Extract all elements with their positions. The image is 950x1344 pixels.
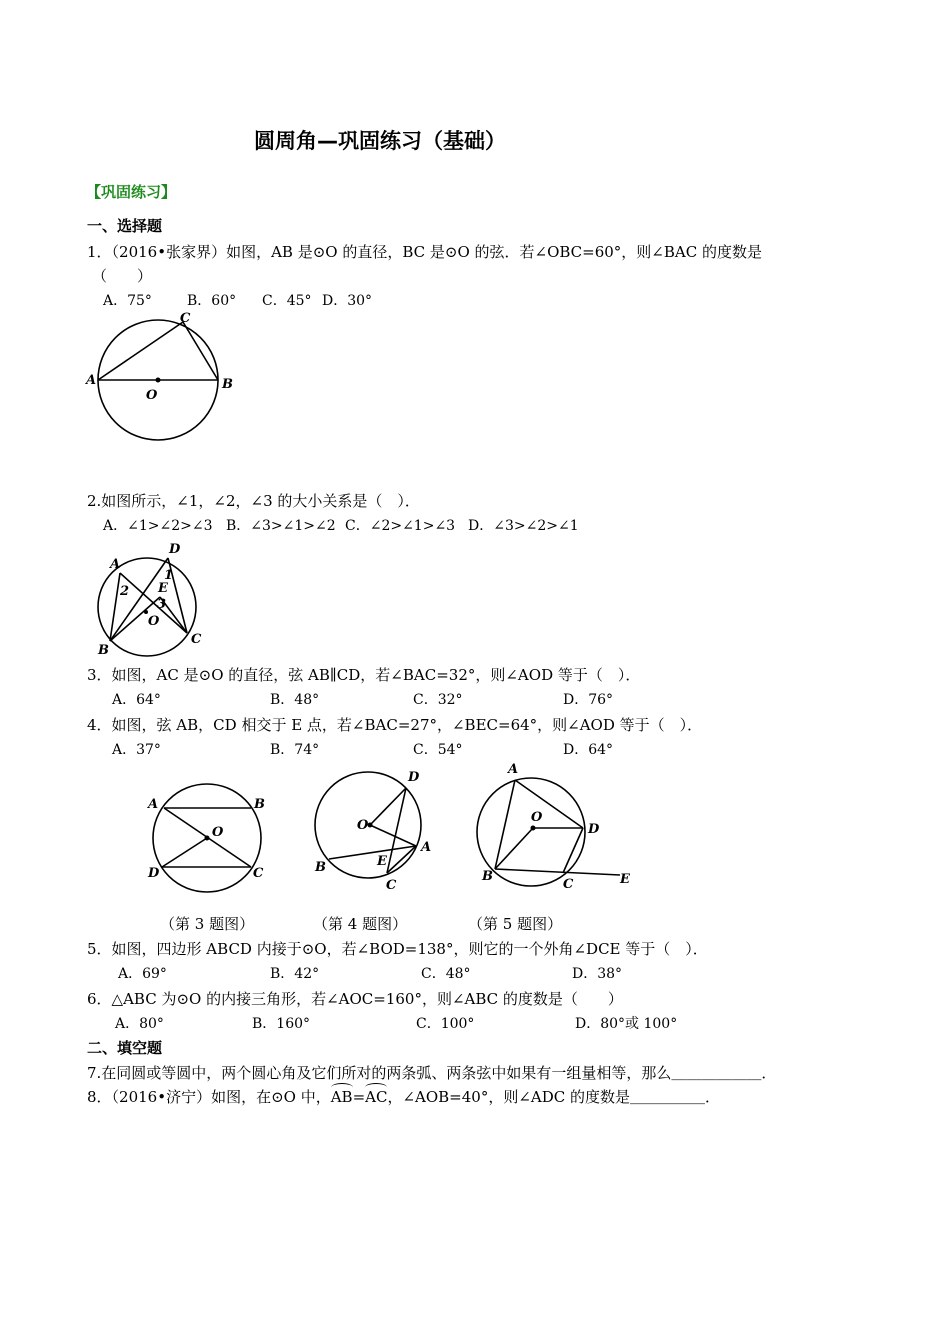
figure-point-label: C xyxy=(253,866,264,881)
figure-point-label: O xyxy=(146,388,158,403)
q2-option-c: C．∠2>∠1>∠3 xyxy=(345,518,456,534)
q1-option-b: B．60° xyxy=(187,293,237,309)
q2-option-b: B．∠3>∠1>∠2 xyxy=(226,518,336,534)
section-tag: 【巩固练习】 xyxy=(86,183,177,201)
figure-point-label: E xyxy=(158,581,168,596)
q6-option-b: B．160° xyxy=(252,1016,311,1032)
q4-option-b: B．74° xyxy=(270,742,320,758)
q3-option-b: B．48° xyxy=(270,692,320,708)
q5-option-c: C．48° xyxy=(421,966,471,982)
figure-5-caption: （第 5 题图） xyxy=(468,915,563,933)
figure-1 xyxy=(84,311,233,440)
figure-point-label: 3 xyxy=(157,597,167,612)
figure-point-label: A xyxy=(110,557,121,572)
q3-option-a: A．64° xyxy=(112,692,161,708)
figure-point-label: C xyxy=(180,311,191,326)
figure-point-label: O xyxy=(357,818,369,833)
q8-prefix: 8．（2016•济宁）如图，在⊙O 中， xyxy=(87,1088,331,1106)
figure-point-label: D xyxy=(588,822,600,837)
question-4-text: 4．如图，弦 AB，CD 相交于 E 点，若∠BAC=27°，∠BEC=64°，则∠AOD 等于（ ）． xyxy=(87,716,703,734)
question-1-paren: （ ） xyxy=(92,267,153,285)
arc-ac: AC xyxy=(365,1088,388,1106)
figure-point-label: O xyxy=(148,614,160,629)
figure-point-label: 2 xyxy=(120,584,130,599)
arc-ab: AB xyxy=(330,1088,353,1106)
figure-point-label: E xyxy=(620,872,630,887)
q1-option-d: D．30° xyxy=(322,293,373,309)
figure-3 xyxy=(146,784,265,892)
figure-point-label: A xyxy=(508,762,519,777)
q5-option-d: D．38° xyxy=(572,966,623,982)
q6-option-c: C．100° xyxy=(416,1016,475,1032)
figure-point-label: B xyxy=(315,860,326,875)
question-7-text: 7.在同圆或等圆中，两个圆心角及它们所对的两条弧、两条弦中如果有一组量相等，那么＿＿＿＿＿＿． xyxy=(87,1064,777,1082)
figure-point-label: E xyxy=(377,854,387,869)
q8-suffix: ，∠AOB=40°，则∠ADC 的度数是＿＿＿＿＿． xyxy=(387,1088,721,1106)
question-6-text: 6．△ABC 为⊙O 的内接三角形，若∠AOC=160°，则∠ABC 的度数是（ ） xyxy=(87,990,623,1008)
figure-point-label: O xyxy=(531,810,543,825)
figure-4-caption: （第 4 题图） xyxy=(313,915,408,933)
figure-point-label: B xyxy=(254,797,265,812)
figure-point-label: B xyxy=(482,869,493,884)
figure-point-label: C xyxy=(386,878,397,893)
question-2-text: 2.如图所示，∠1，∠2，∠3 的大小关系是（ ）． xyxy=(87,492,420,510)
question-5-text: 5．如图，四边形 ABCD 内接于⊙O，若∠BOD=138°，则它的一个外角∠DCE 等于（ ）． xyxy=(87,940,708,958)
q6-option-d: D．80°或 100° xyxy=(575,1016,678,1032)
figure-point-label: C xyxy=(563,877,574,892)
section-heading-choice: 一、选择题 xyxy=(87,217,163,235)
q8-equals: = xyxy=(352,1088,366,1106)
figure-5 xyxy=(477,762,631,892)
q3-option-c: C．32° xyxy=(413,692,463,708)
q3-option-d: D．76° xyxy=(563,692,614,708)
figure-point-label: D xyxy=(408,770,420,785)
figure-point-label: B xyxy=(98,643,109,658)
figure-point-label: A xyxy=(148,797,159,812)
question-1-text: 1．（2016•张家界）如图，AB 是⊙O 的直径，BC 是⊙O 的弦．若∠OBC=60°，则∠BAC 的度数是 xyxy=(87,243,762,261)
q4-option-a: A．37° xyxy=(112,742,161,758)
figure-point-label: D xyxy=(148,866,160,881)
figure-3-caption: （第 3 题图） xyxy=(160,915,255,933)
q4-option-d: D．64° xyxy=(563,742,614,758)
figure-2 xyxy=(97,542,202,658)
q2-option-a: A．∠1>∠2>∠3 xyxy=(103,518,213,534)
q4-option-c: C．54° xyxy=(413,742,463,758)
q2-option-d: D．∠3>∠2>∠1 xyxy=(468,518,579,534)
figure-point-label: O xyxy=(212,825,224,840)
q1-option-c: C．45° xyxy=(262,293,312,309)
figure-point-label: A xyxy=(86,373,97,388)
q5-option-a: A．69° xyxy=(118,966,167,982)
figure-point-label: A xyxy=(421,840,432,855)
figure-point-label: B xyxy=(222,377,233,392)
figure-point-label: D xyxy=(169,542,181,557)
figure-4 xyxy=(314,770,431,893)
q6-option-a: A．80° xyxy=(115,1016,164,1032)
q5-option-b: B．42° xyxy=(270,966,320,982)
page-title: 圆周角—巩固练习（基础） xyxy=(254,129,506,153)
q1-option-a: A．75° xyxy=(103,293,152,309)
figure-point-label: 1 xyxy=(164,568,174,583)
question-3-text: 3．如图，AC 是⊙O 的直径，弦 AB∥CD，若∠BAC=32°，则∠AOD 等于（ ）． xyxy=(87,666,641,684)
section-heading-fill: 二、填空题 xyxy=(87,1039,163,1057)
figure-point-label: C xyxy=(191,632,202,647)
